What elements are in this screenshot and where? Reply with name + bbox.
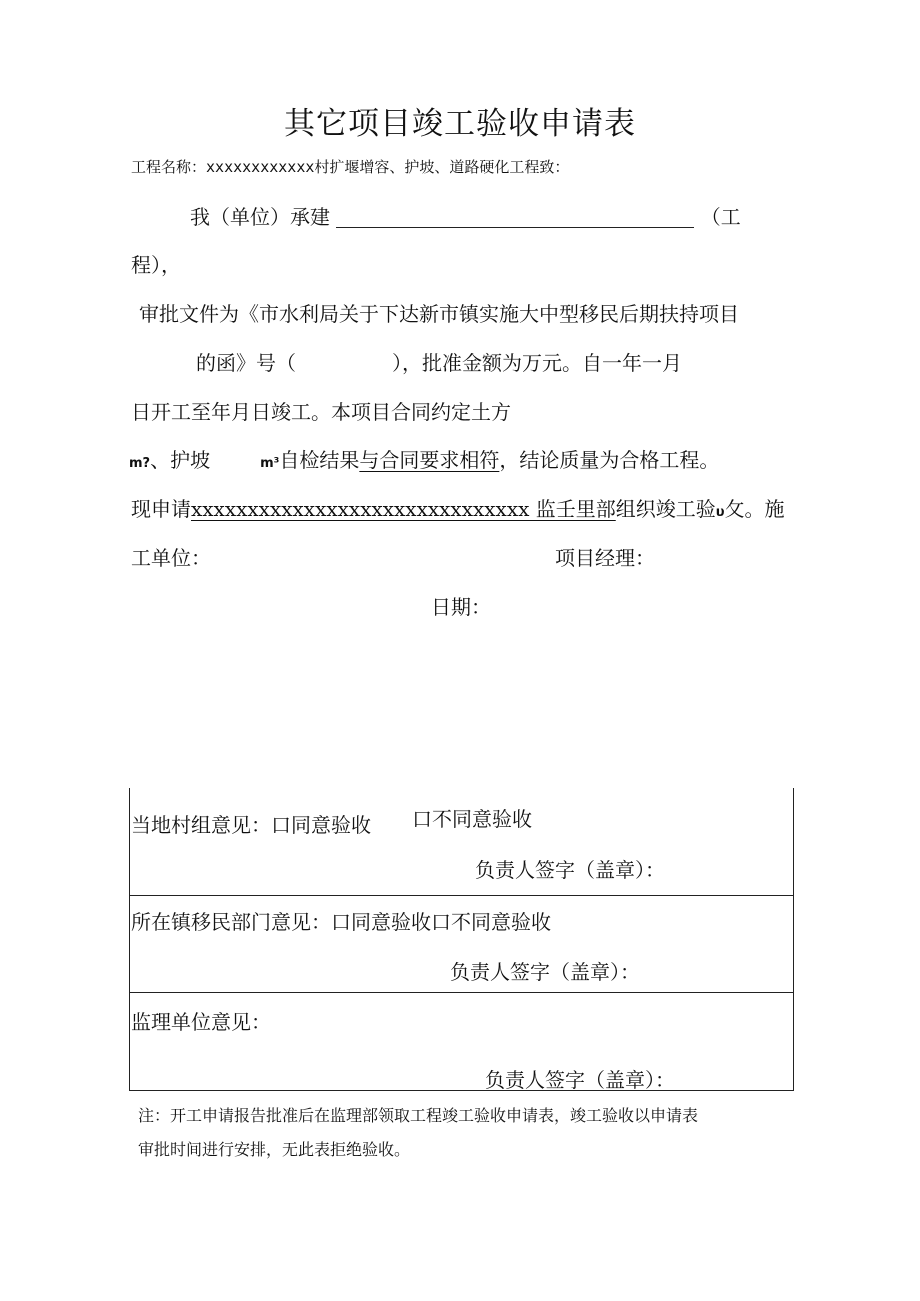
stray-glyph: υ (715, 505, 725, 520)
conclusion-text: ，结论质量为合格工程。 (499, 448, 720, 472)
undertake-label: 我（单位）承建 (190, 205, 330, 229)
approval-doc-label: 的函》号（ (196, 351, 296, 375)
unit-m2: m? (129, 456, 151, 471)
project-name-value: xxxxxxxxxxxx (206, 158, 315, 176)
town-signature-label: 负责人签字（盖章）： (450, 960, 640, 984)
apply-label: 现申请 (131, 497, 191, 521)
project-name-line (131, 156, 569, 177)
slope-label: 、护坡 (150, 448, 211, 472)
construction-unit-label: 工单位： (131, 546, 211, 570)
self-check-label: 自检结果 (279, 448, 360, 472)
body-line-4 (196, 347, 682, 376)
body-line-7 (131, 493, 785, 522)
organize-text: 组织竣工验 (615, 497, 716, 521)
body-line-2: 程）， (131, 253, 181, 277)
body-line-5: 日开工至年月日竣工。本项目合同约定土方 (131, 400, 511, 424)
village-disagree-option: 口不同意验收 (412, 807, 532, 831)
opinion-table (129, 788, 794, 1090)
supervision-dept: xxxxxxxxxxxxxxxxxxxxxxxxxxxxxx 监壬里部 (191, 497, 616, 521)
village-signature-label: 负责人签字（盖章）： (475, 858, 665, 882)
unit-m3: m³ (260, 456, 280, 471)
town-opinion-label: 所在镇移民部门意见：口同意验收口不同意验收 (131, 910, 551, 934)
project-manager-label: 项目经理： (555, 546, 655, 570)
undertake-suffix: （工 (700, 205, 741, 229)
note-line-1: 注：开工申请报告批准后在监理部领取工程竣工验收申请表，竣工验收以申请表 (138, 1106, 699, 1125)
page-title: 其它项目竣工验收申请表 (284, 106, 636, 142)
project-blank-field[interactable] (336, 205, 694, 228)
date-label: 日期： (431, 595, 491, 619)
approval-amount-text: ），批准金额为万元。自一年一月 (392, 351, 682, 375)
organize-text-end: 攵。施 (724, 497, 785, 521)
project-name-label: 工程名称： (131, 158, 207, 176)
body-line-1 (190, 201, 741, 230)
supervisor-signature-label: 负责人签字（盖章）： (485, 1068, 675, 1092)
conformity-text: 与合同要求相符 (359, 448, 500, 472)
body-line-6 (129, 444, 719, 473)
note-line-2: 审批时间进行安排，无此表拒绝验收。 (138, 1140, 411, 1159)
project-name-suffix: 村扩堰增容、护坡、道路硬化工程致： (314, 158, 570, 176)
village-opinion-label: 当地村组意见：口同意验收 (131, 813, 371, 837)
body-line-3: 审批文件为《市水利局关于下达新市镇实施大中型移民后期扶持项目 (139, 302, 739, 326)
supervisor-opinion-label: 监理单位意见： (131, 1010, 271, 1034)
